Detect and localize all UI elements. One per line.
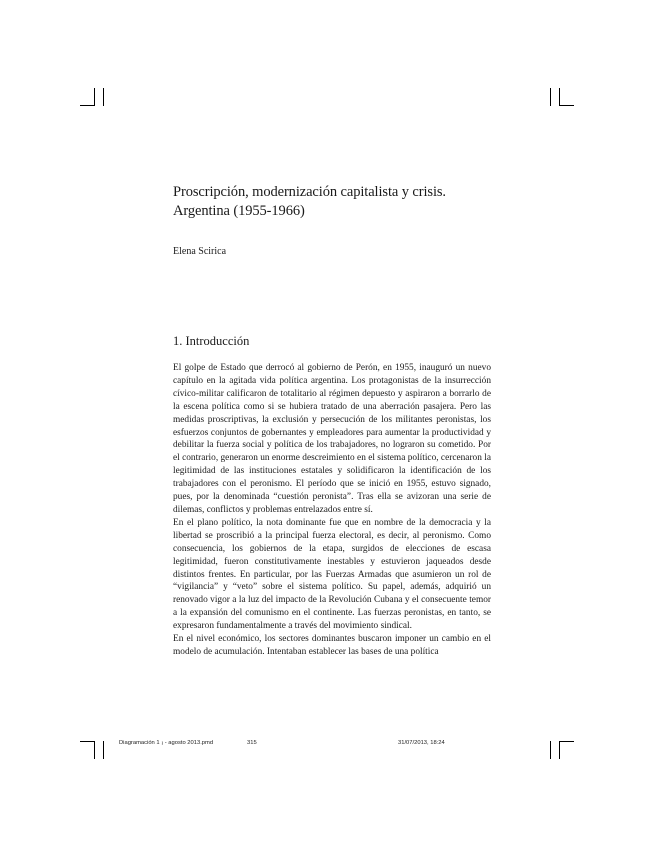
crop-mark-top-left-h bbox=[80, 105, 95, 106]
paragraph-3: En el nivel económico, los sectores dominantes buscaron imponer un cambio en el modelo de acumulación. Intentaban establecer las bases de una política bbox=[173, 634, 491, 657]
crop-mark-bottom-left-h bbox=[80, 741, 95, 742]
crop-mark-bottom-right-h bbox=[559, 741, 574, 742]
article-title-line-2: Argentina (1955-1966) bbox=[173, 203, 305, 219]
crop-mark-bottom-right-v1 bbox=[550, 741, 551, 759]
section-heading: 1. Introducción bbox=[173, 334, 250, 348]
slug-file-name: Diagramación 1 ¡ - agosto 2013.pmd bbox=[119, 740, 214, 746]
article-title bbox=[173, 183, 446, 221]
paragraph-1: El golpe de Estado que derrocó al gobierno de Perón, en 1955, inauguró un nuevo capítulo en la agitada vida política argentina. Los protagonistas de la insurrección cívico-militar calificaron de totalitario al régimen depuesto y aspiraron a borrarlo de la escena política como si se hubiera tratado de una aberración pasajera. Pero las medidas proscriptivas, la exclusión y persecución de los militantes peronistas, los esfuerzos conjuntos de gobernantes y empleadores para aumentar la productividad y debilitar la fuerza social y política de los trabajadores, no lograron su cometido. Por el contrario, generaron un enorme descreimiento en el sistema político, cercenaron la legitimidad de las instituciones estatales y solidificaron la identificación de los trabajadores con el peronismo. El período que se inició en 1955, estuvo signado, pues, por la denominada “cuestión peronista”. Tras ella se avizoran una serie de dilemas, conflictos y problemas entrelazados entre sí. bbox=[173, 363, 491, 515]
slug-date: 31/07/2013, 18:24 bbox=[398, 740, 445, 746]
paragraph-2: En el plano político, la nota dominante fue que en nombre de la democracia y la libertad se proscribió a la principal fuerza electoral, es decir, al peronismo. Como consecuencia, los gobiernos de la etapa, surgidos de elecciones de escasa legitimidad, fueron constitutivamente inestables y estuvieron jaqueados desde distintos frentes. En particular, por las Fuerzas Armadas que asumieron un rol de “vigilancia” y “veto” sobre el sistema político. Su papel, además, adquirió un renovado vigor a la luz del impacto de la Revolución Cubana y el consecuente temor a la expansión del comunismo en el continente. Las fuerzas peronistas, en tanto, se expresaron fundamentalmente a través del movimiento sindical. bbox=[173, 517, 491, 632]
slug-page-number: 315 bbox=[247, 740, 257, 746]
crop-mark-top-right-v1 bbox=[550, 88, 551, 106]
crop-mark-top-right-h bbox=[559, 105, 574, 106]
crop-mark-top-left-v2 bbox=[103, 88, 104, 106]
crop-mark-bottom-left-v1 bbox=[94, 741, 95, 759]
crop-mark-top-left-v1 bbox=[94, 88, 95, 106]
author-name: Elena Scirica bbox=[173, 246, 227, 257]
article-body bbox=[173, 362, 491, 659]
crop-mark-top-right-v2 bbox=[559, 88, 560, 106]
crop-mark-bottom-right-v2 bbox=[559, 741, 560, 759]
crop-mark-bottom-left-v2 bbox=[103, 741, 104, 759]
article-title-line-1: Proscripción, modernización capitalista y crisis. bbox=[173, 184, 446, 200]
